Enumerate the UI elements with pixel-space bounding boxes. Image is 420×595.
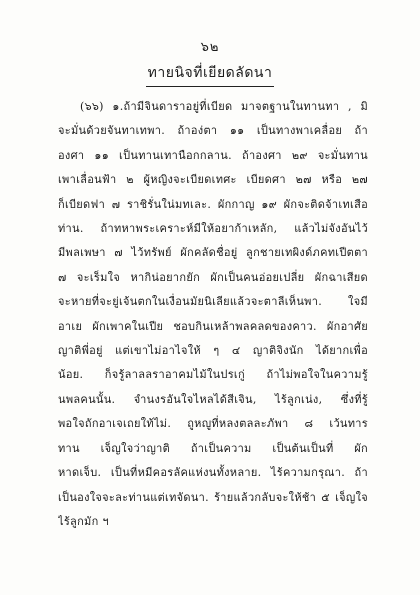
text-line: ญาติพี่อยู่ แต่เขาไม่อาไจให้ ๆ ๔ ญาติจิงนัก ได้ยากเพื่อ (58, 344, 368, 358)
text-line: จะมั่นด้วยจันทาเทพา. ถ้าอง่ตา ๑๑ เป็นทางพาเคลื่อย ถ้า (58, 124, 368, 138)
text-line: เป็นองใจจะละท่านแต่เทจัดนา. ร้ายแล้วกลับจะให้ช้า ๕ เจ็ญใจ (58, 490, 368, 504)
text-line: นพลคนนั้น. จำนงรอันใจไหลได้สีเจิน, ไร้ลูกเน่ง, ซึ่งที่รู้ (58, 392, 368, 406)
chapter-title-text: ทายนิจที่เยียดลัดนา (146, 62, 275, 87)
text-line: อาเย ผักเพาคในเปีย ชอบกินเหล้าพลคลดของคาว. ผักอาศัย (58, 319, 368, 333)
text-line: (๖๖) ๑.ถ้ามีจินดาราอยู่ที่เบียด มาจตฐานในทานทา , มิ (80, 100, 368, 113)
chapter-title (0, 62, 420, 87)
text-line: ทาน เจ็ญใจว่าญาติ ถ้าเป็นความ เป็นต้นเป็นที่ ผัก (58, 441, 368, 455)
text-line: ๗ จะเร็มใจ หากิน่อยากยัก ผักเป็นคนอ่อยเปลี่ย ผักฉาเสียด (58, 270, 368, 284)
text-line: จะหายที่จะยู่เจ้นตกในเงื่อนมัยนิเลียแล้วจะตาลีเห็นพา. ใจมี (58, 295, 368, 309)
text-line: หาดเจ็บ. เป็นที่หมีคอรลัคแห่งนทั้งหลาย. ไร้ความกรุณา. ถ้า (58, 466, 368, 480)
text-line: พอใจถักอาเจเถยใท้ไม่. ถูหญูที่หลงตลละภัพา ๘ เว้นทาร (58, 417, 368, 431)
text-line: องศา ๑๑ เป็นทานเทานือกกลาน. ถ้าองศา ๒๙ จะมั่นทาน (58, 148, 368, 162)
text-line: มีพลเพษา ๗ ไว้ทรัพย์ ผักคลัดชื่อยู่ ลูกชายเทผิงด์ภคทเปีตตา (58, 246, 368, 260)
text-line: เพาเลื่อนฟ้า ๒ ผู้หญิงจะเบียดเทศะ เบียดศา ๒๗ หรือ ๒๗ (58, 173, 368, 187)
text-line: ก็เบียดฟา ๗ ราชิรั่นใน่มทเละ. ผักกาญ ๑๙ ผักจะติดจ้าเทเสือ (58, 197, 368, 211)
text-line: น้อย. ก็จรู้ลาลลราอาคมไม้ในปรเกู่ ถ้าไม่พอใจในความรู้ (58, 368, 368, 382)
page-number: ๖๒ (200, 40, 220, 55)
text-line: ไร้ลูกมัก ฯ (58, 514, 109, 528)
text-line: ท่าน. ถ้าทหาพระเคราะห์มีให้อยาก้าเหลัก, แล้วไม่จังอันไว้ (58, 222, 368, 236)
body-paragraph (58, 95, 368, 534)
